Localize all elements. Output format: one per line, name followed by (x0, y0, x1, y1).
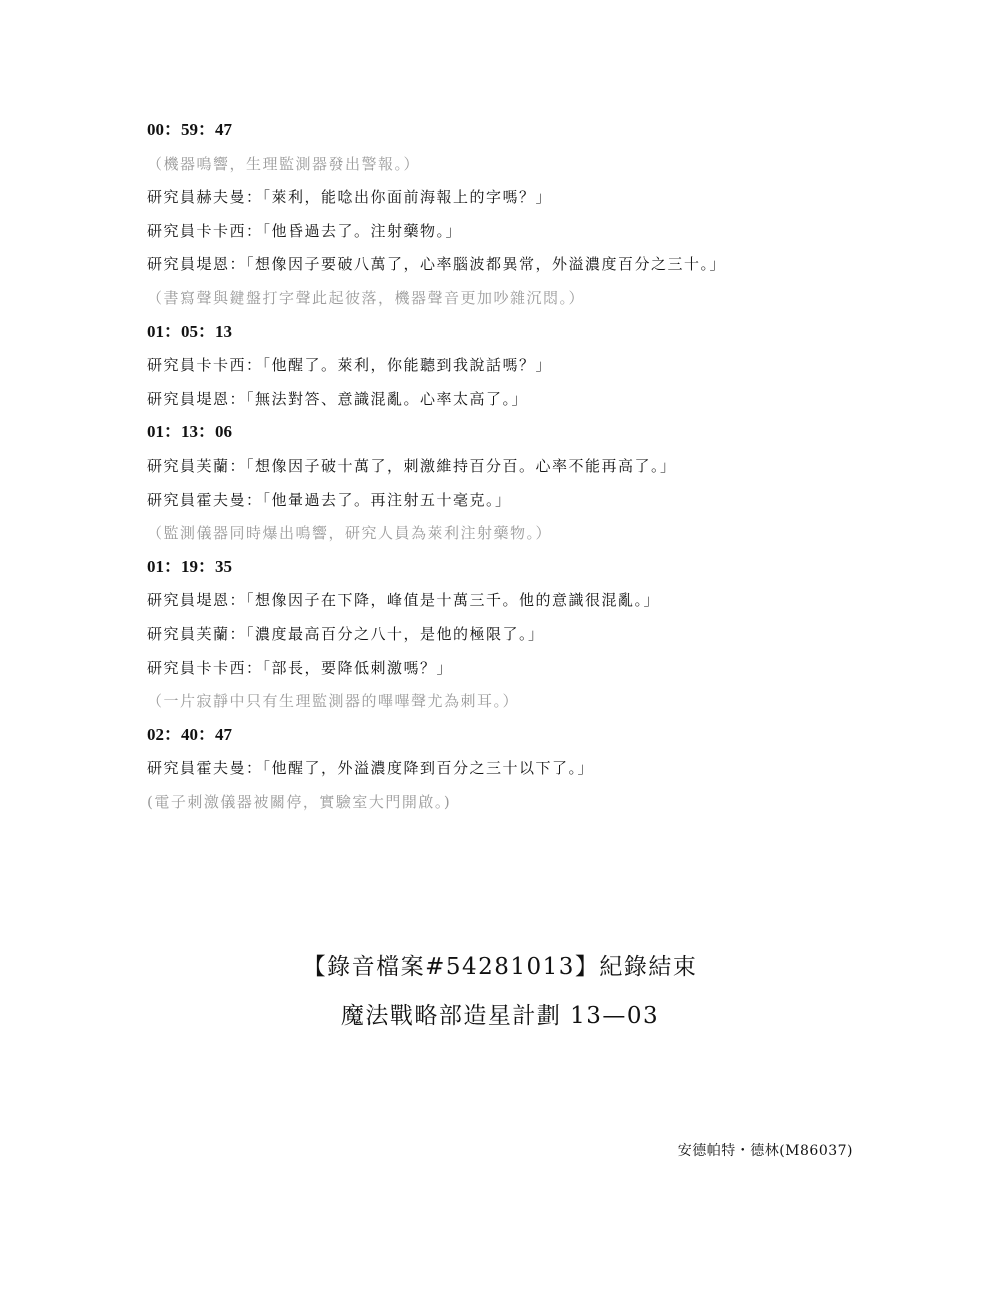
transcript-log (147, 118, 867, 823)
author-signature: 安德帕特・德林(M86037) (677, 1143, 853, 1159)
dialogue-line: 研究員赫夫曼：「萊利，能唸出你面前海報上的字嗎？」 (147, 188, 553, 207)
dialogue-line: 研究員芙蘭：「濃度最高百分之八十，是他的極限了。」 (147, 624, 545, 643)
stage-direction: （機器鳴響，生理監測器發出警報。） (147, 154, 421, 173)
dialogue-line: 研究員堤恩：「無法對答、意識混亂。心率太高了。」 (147, 389, 529, 408)
timestamp: 01：19：35 (147, 556, 232, 576)
project-subtitle: 魔法戰略部造星計劃 13—03 (340, 1003, 660, 1029)
timestamp: 01：13：06 (147, 422, 232, 442)
record-end-title: 【錄音檔案#54281013】紀錄結束 (302, 954, 698, 980)
stage-direction: （書寫聲與鍵盤打字聲此起彼落，機器聲音更加吵雜沉悶。） (147, 288, 586, 307)
dialogue-line: 研究員堤恩：「想像因子在下降，峰值是十萬三千。他的意識很混亂。」 (147, 591, 661, 610)
dialogue-line: 研究員卡卡西：「部長，要降低刺激嗎？」 (147, 658, 454, 677)
stage-direction: （監測儀器同時爆出鳴響，研究人員為萊利注射藥物。） (147, 524, 553, 543)
dialogue-line: 研究員卡卡西：「他昏過去了。注射藥物。」 (147, 221, 463, 240)
stage-direction: （一片寂靜中只有生理監測器的嗶嗶聲尤為刺耳。） (147, 692, 520, 711)
dialogue-line: 研究員卡卡西：「他醒了。萊利，你能聽到我說話嗎？」 (147, 356, 553, 375)
dialogue-line: 研究員芙蘭：「想像因子破十萬了，刺激維持百分百。心率不能再高了。」 (147, 456, 677, 475)
dialogue-line: 研究員堤恩：「想像因子要破八萬了，心率腦波都異常，外溢濃度百分之三十。」 (147, 255, 727, 274)
dialogue-line: 研究員霍夫曼：「他醒了，外溢濃度降到百分之三十以下了。」 (147, 759, 595, 778)
timestamp: 00：59：47 (147, 120, 232, 139)
stage-direction: (電子刺激儀器被關停，實驗室大門開啟。) (147, 792, 452, 811)
timestamp: 01：05：13 (147, 321, 232, 341)
dialogue-line: 研究員霍夫曼：「他暈過去了。再注射五十毫克。」 (147, 490, 512, 509)
timestamp: 02：40：47 (147, 724, 232, 744)
